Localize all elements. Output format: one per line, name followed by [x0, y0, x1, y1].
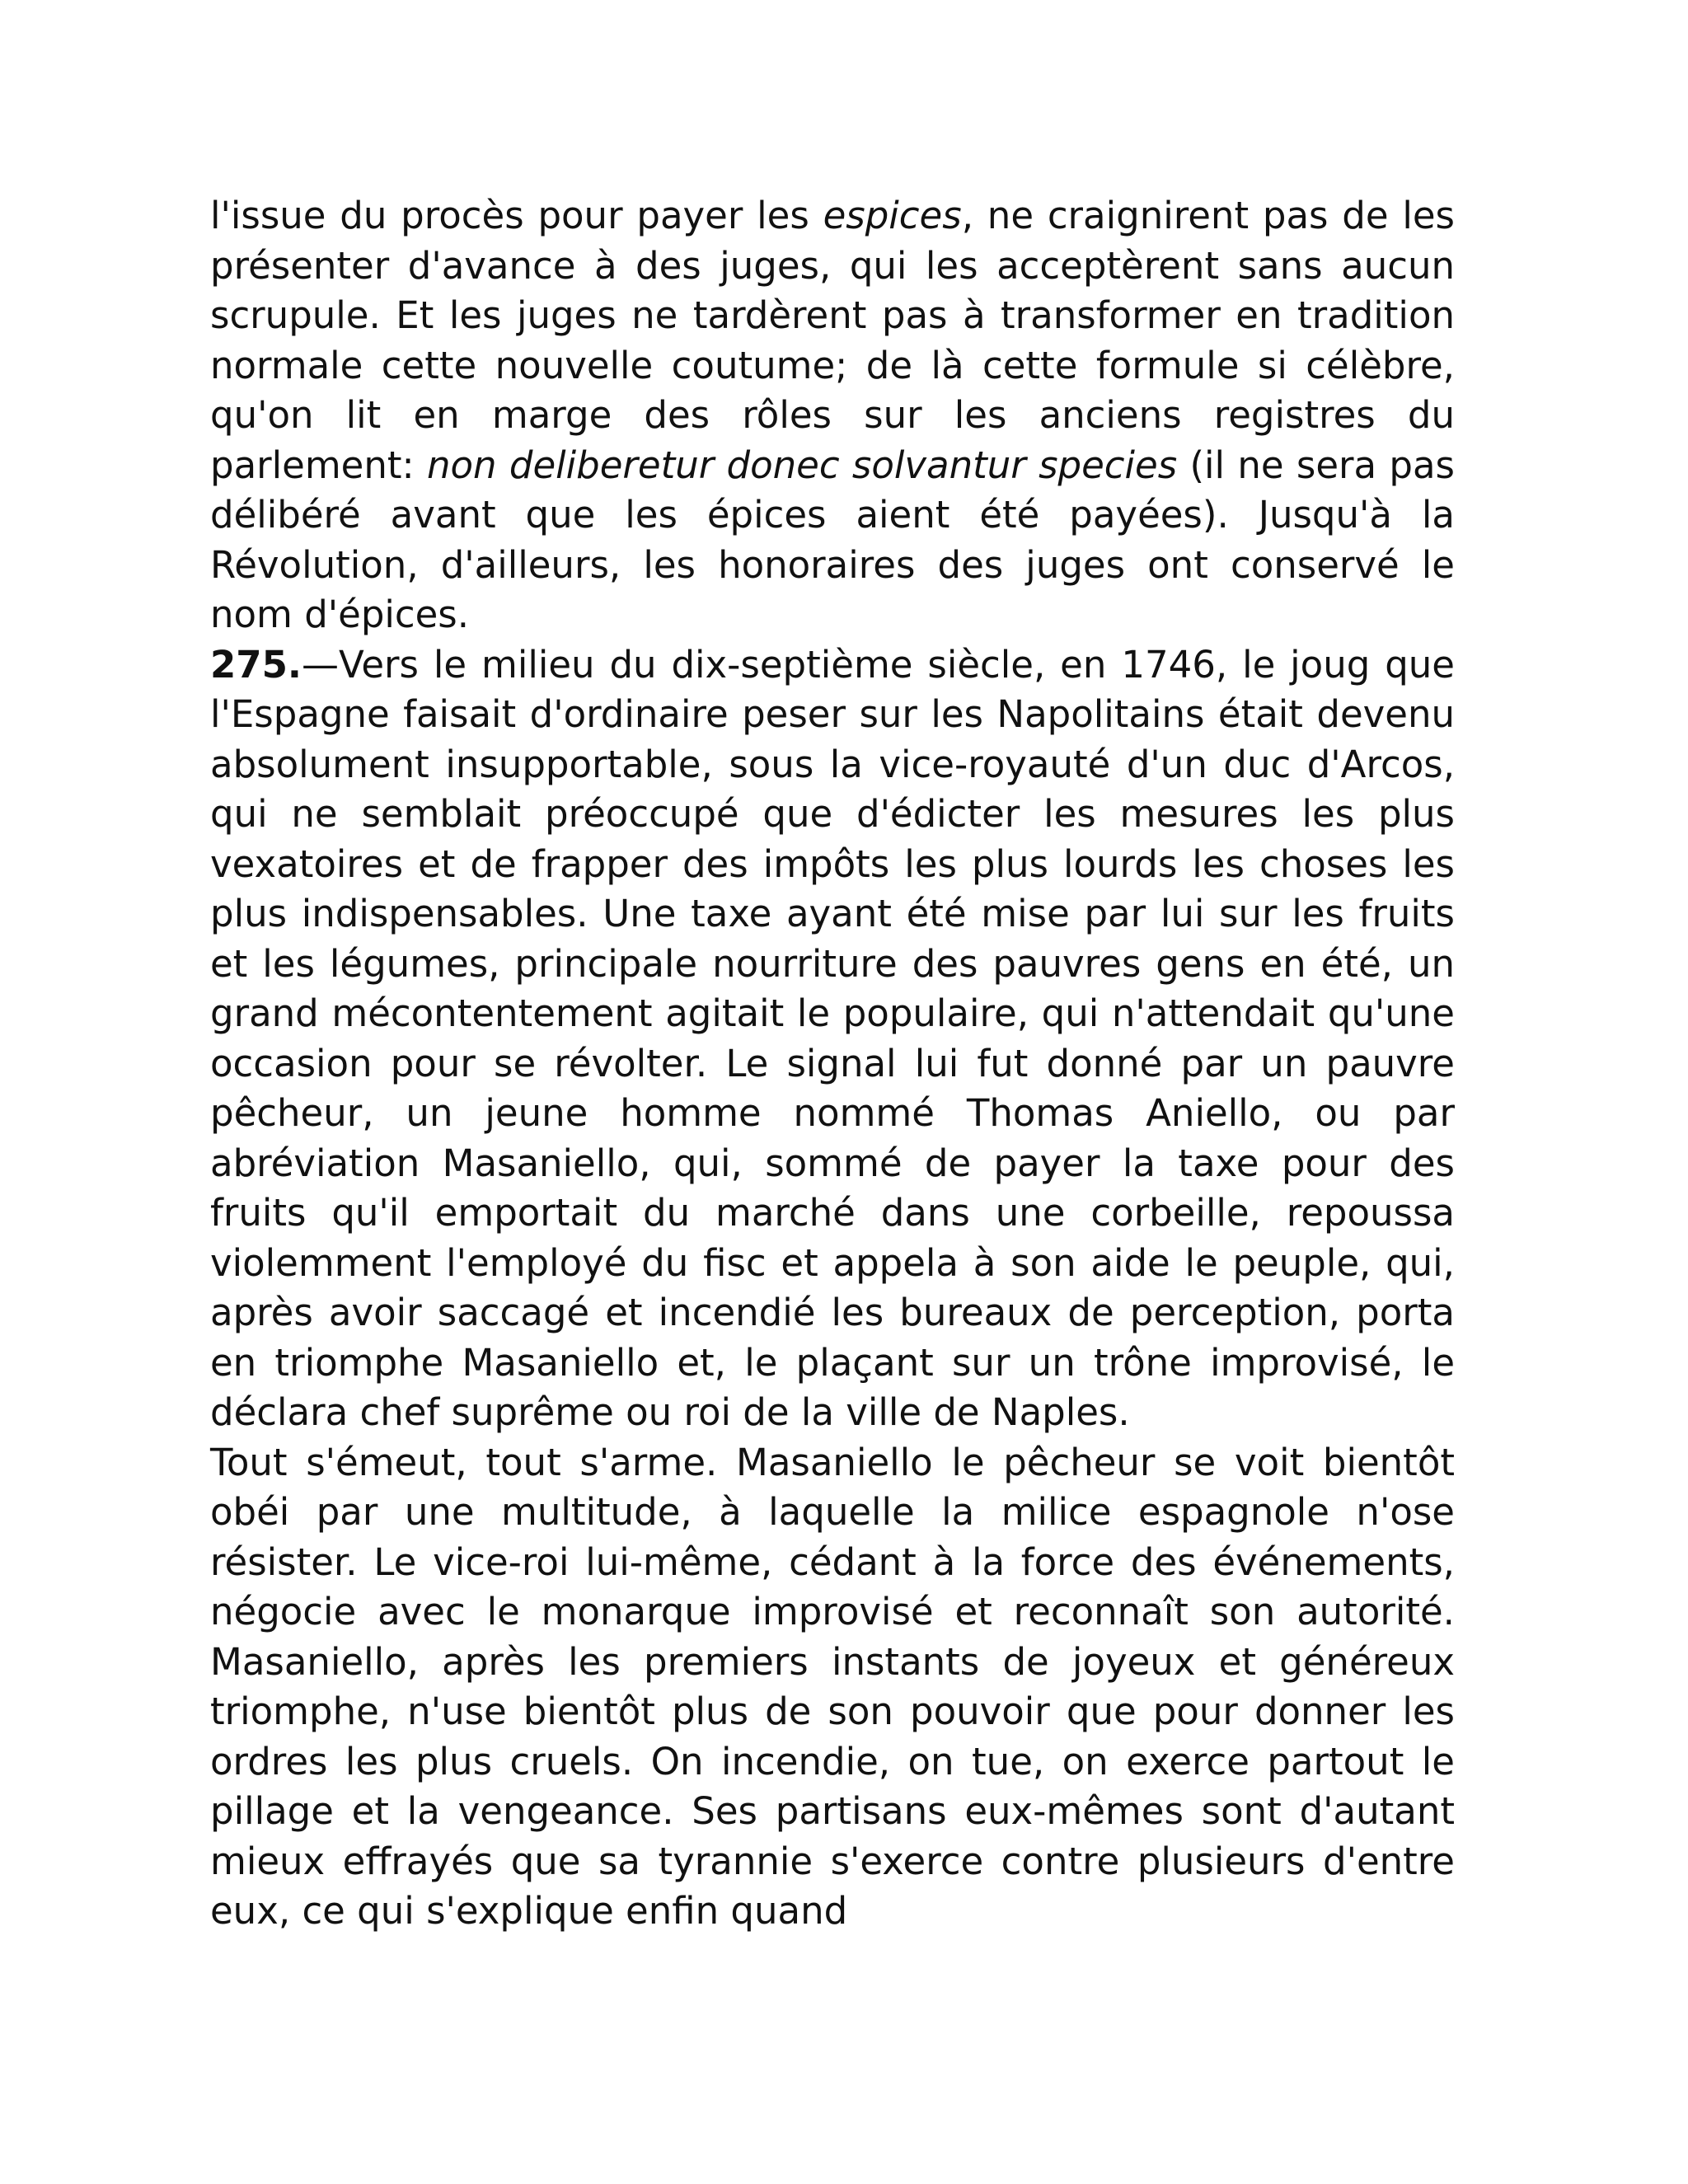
paragraph-1-text-b: , ne craignirent pas de les présenter d'avance à des juges, qui les acceptèrent sans aucun scrupule. Et les juges ne tardèrent pas à transformer en tradition normale cette nouvelle coutume; de là cette formule si célèbre, qu'on lit en marge des rôles sur les anciens registres du parlement:: [210, 194, 1455, 487]
paragraph-3-text: Tout s'émeut, tout s'arme. Masaniello le pêcheur se voit bientôt obéi par une multitude, à laquelle la milice espagnole n'ose résister. Le vice-roi lui-même, cédant à la force des événements, négocie avec le monarque improvisé et reconnaît son autorité. Masaniello, après les premiers instants de joyeux et généreux triomphe, n'use bientôt plus de son pouvoir que pour donner les ordres les plus cruels. On incendie, on tue, on exerce partout le pillage et la vengeance. Ses partisans eux-mêmes sont d'autant mieux effrayés que sa tyrannie s'exerce contre plusieurs d'entre eux, ce qui s'explique enfin quand: [210, 1440, 1455, 1933]
paragraph-1-text-c: (il ne sera pas délibéré avant que les épices aient été payées). Jusqu'à la Révolution, d'ailleurs, les honoraires des juges ont conservé le nom d'épices.: [210, 443, 1456, 636]
paragraph-1-text-a: l'issue du procès pour payer les: [210, 194, 823, 237]
paragraph-1: [210, 191, 1455, 640]
paragraph-275-text: —Vers le milieu du dix-septième siècle, en 1746, le joug que l'Espagne faisait d'ordinaire peser sur les Napolitains était devenu absolument insupportable, sous la vice-royauté d'un duc d'Arcos, qui ne semblait préoccupé que d'édicter les mesures les plus vexatoires et de frapper des impôts les plus lourds les choses les plus indispensables. Une taxe ayant été mise par lui sur les fruits et les légumes, principale nourriture des pauvres gens en été, un grand mécontentement agitait le populaire, qui n'attendait qu'une occasion pour se révolter. Le signal lui fut donné par un pauvre pêcheur, un jeune homme nommé Thomas Aniello, ou par abréviation Masaniello, qui, sommé de payer la taxe pour des fruits qu'il emportait du marché dans une corbeille, repoussa violemment l'employé du fisc et appela à son aide le peuple, qui, après avoir saccagé et incendié les bureaux de perception, porta en triomphe Masaniello et, le plaçant sur un trône improvisé, le déclara chef suprême ou roi de la ville de Naples.: [210, 642, 1455, 1434]
paragraph-275: [210, 640, 1455, 1438]
page-body: [210, 191, 1455, 1937]
paragraph-number: 275.: [210, 642, 302, 687]
paragraph-3: [210, 1438, 1455, 1937]
paragraph-1-italic-espices: espices: [823, 194, 962, 237]
paragraph-1-italic-latin-formula: non deliberetur donec solvantur species: [427, 443, 1178, 487]
